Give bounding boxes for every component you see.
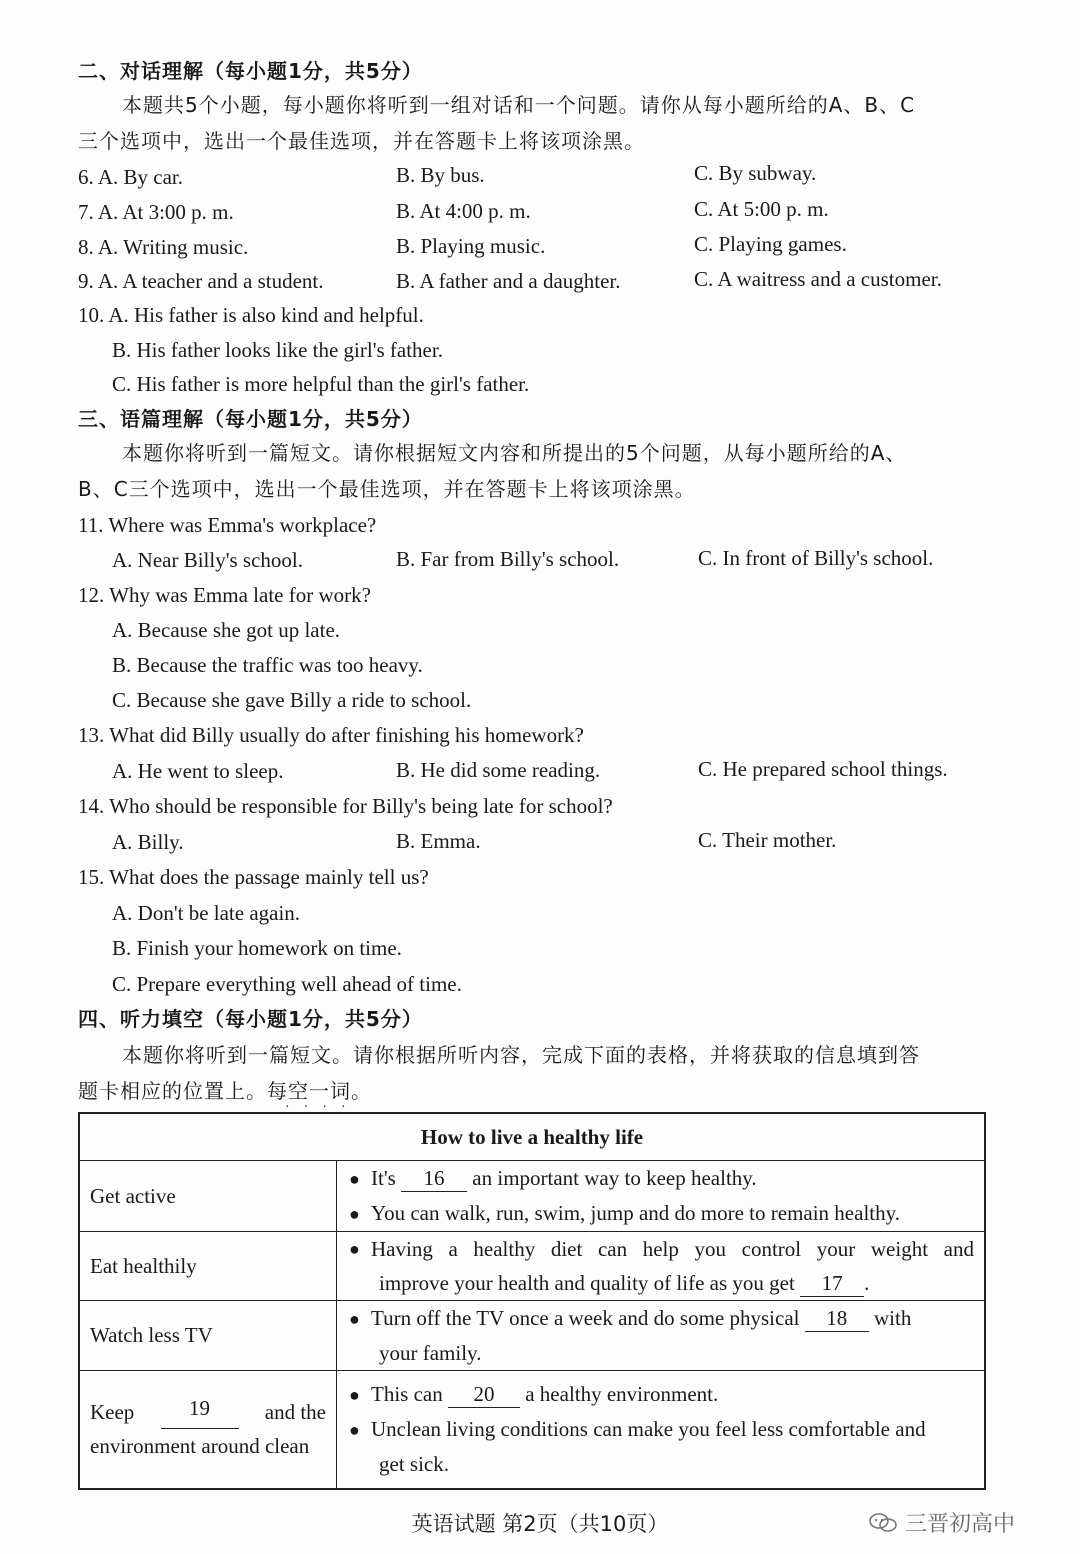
text: improve your health and quality of life as you get — [379, 1271, 795, 1295]
section-3-instruction-line2: B、C三个选项中，选出一个最佳选项，并在答题卡上将该项涂黑。 — [78, 477, 696, 501]
q13-option-c: C. He prepared school things. — [698, 757, 948, 781]
text: an important way to keep healthy. — [472, 1166, 757, 1190]
blank-16[interactable]: 16 — [401, 1165, 467, 1192]
text: It's — [371, 1166, 396, 1190]
q12-option-a: A. Because she got up late. — [112, 618, 341, 642]
q9-option-c: C. A waitress and a customer. — [694, 267, 942, 291]
healthy-life-table — [78, 1112, 986, 1490]
q6-option-a: 6. A. By car. — [78, 165, 183, 189]
q11-option-a: A. Near Billy's school. — [112, 548, 304, 572]
q14-option-a: A. Billy. — [112, 830, 184, 854]
emphasized-text: 每空一词 — [267, 1079, 351, 1103]
section-2-instruction-line2: 三个选项中，选出一个最佳选项，并在答题卡上将该项涂黑。 — [78, 129, 645, 153]
bullet-icon: ● — [349, 1204, 360, 1224]
section-3-instruction-line1: 本题你将听到一篇短文。请你根据短文内容和所提出的5个问题，从每小题所给的A、 — [122, 441, 907, 465]
q8-option-b: B. Playing music. — [396, 234, 546, 258]
q11-option-c: C. In front of Billy's school. — [698, 546, 934, 570]
instruction-end: 。 — [351, 1079, 372, 1103]
q10-option-c: C. His father is more helpful than the girl's father. — [112, 372, 530, 396]
text: and the — [264, 1400, 326, 1425]
watermark-text: 三晋初高中 — [905, 1512, 1016, 1537]
q7-option-a: 7. A. At 3:00 p. m. — [78, 200, 234, 224]
q11-question: 11. Where was Emma's workplace? — [78, 513, 377, 537]
text: with — [873, 1306, 912, 1330]
watermark — [868, 1507, 1015, 1538]
text: . — [864, 1271, 870, 1295]
q12-question: 12. Why was Emma late for work? — [78, 583, 371, 607]
row-content-watch-less-tv — [337, 1301, 986, 1371]
q15-option-c: C. Prepare everything well ahead of time. — [112, 972, 462, 996]
q6-option-c: C. By subway. — [694, 161, 817, 185]
text: your family. — [379, 1341, 482, 1365]
wechat-icon — [868, 1512, 898, 1534]
q14-option-c: C. Their mother. — [698, 828, 837, 852]
bullet-icon: ● — [349, 1169, 360, 1189]
instruction-text: 题卡相应的位置上。 — [78, 1079, 267, 1103]
q8-option-a: 8. A. Writing music. — [78, 235, 249, 259]
text: Turn off the TV once a week and do some physical — [371, 1306, 800, 1330]
q12-option-c: C. Because she gave Billy a ride to school. — [112, 688, 472, 712]
emphasis-dots: ···· — [285, 1100, 360, 1115]
text: a healthy environment. — [525, 1382, 719, 1407]
q15-question: 15. What does the passage mainly tell us? — [78, 865, 429, 889]
bullet-icon: ● — [349, 1385, 360, 1406]
q9-option-a: 9. A. A teacher and a student. — [78, 269, 324, 293]
q11-option-b: B. Far from Billy's school. — [396, 547, 620, 571]
q12-option-b: B. Because the traffic was too heavy. — [112, 653, 423, 677]
row-content-eat-healthily — [337, 1232, 986, 1301]
q15-option-b: B. Finish your homework on time. — [112, 936, 402, 960]
blank-18[interactable]: 18 — [805, 1305, 869, 1332]
bullet-icon: ● — [349, 1309, 360, 1329]
q9-option-b: B. A father and a daughter. — [396, 269, 621, 293]
table-title: How to live a healthy life — [79, 1113, 985, 1161]
q10-option-a: 10. A. His father is also kind and helpful. — [78, 303, 424, 327]
text: Unclean living conditions can make you feel less comfortable and — [371, 1417, 926, 1442]
row-label-eat-healthily: Eat healthily — [79, 1232, 337, 1301]
section-4-title: 四、听力填空（每小题1分，共5分） — [78, 1007, 423, 1031]
row-content-get-active — [337, 1161, 986, 1232]
q10-option-b: B. His father looks like the girl's father. — [112, 338, 443, 362]
text: Having a healthy diet can help you control your weight and — [371, 1237, 974, 1261]
q6-option-b: B. By bus. — [396, 163, 485, 187]
section-2-instruction-line1: 本题共5个小题，每小题你将听到一组对话和一个问题。请你从每小题所给的A、B、C — [122, 93, 916, 117]
page-footer: 英语试题 第2页（共10页） — [411, 1512, 669, 1536]
q7-option-b: B. At 4:00 p. m. — [396, 199, 531, 223]
q15-option-a: A. Don't be late again. — [112, 901, 301, 925]
q7-option-c: C. At 5:00 p. m. — [694, 197, 829, 221]
blank-17[interactable]: 17 — [800, 1270, 864, 1297]
row-label-get-active: Get active — [79, 1161, 337, 1232]
blank-20[interactable]: 20 — [448, 1381, 520, 1408]
q14-option-b: B. Emma. — [396, 829, 481, 853]
q13-option-b: B. He did some reading. — [396, 758, 601, 782]
row-content-keep-clean — [337, 1371, 986, 1489]
text: get sick. — [379, 1452, 449, 1477]
bullet-icon: ● — [349, 1420, 360, 1441]
text: This can — [371, 1382, 443, 1407]
q13-option-a: A. He went to sleep. — [112, 759, 284, 783]
section-3-title: 三、语篇理解（每小题1分，共5分） — [78, 407, 423, 431]
q13-question: 13. What did Billy usually do after finishing his homework? — [78, 723, 584, 747]
q14-question: 14. Who should be responsible for Billy's being late for school? — [78, 794, 613, 818]
bullet-icon: ● — [349, 1239, 360, 1259]
q8-option-c: C. Playing games. — [694, 232, 847, 256]
row-label-keep-clean — [79, 1371, 337, 1489]
text: Keep — [90, 1400, 135, 1425]
text: You can walk, run, swim, jump and do more to remain healthy. — [371, 1201, 900, 1225]
section-2-title: 二、对话理解（每小题1分，共5分） — [78, 59, 423, 83]
blank-19[interactable]: 19 — [161, 1395, 239, 1429]
section-4-instruction-line1: 本题你将听到一篇短文。请你根据所听内容，完成下面的表格，并将获取的信息填到答 — [122, 1043, 920, 1067]
row-label-watch-less-tv: Watch less TV — [79, 1301, 337, 1371]
text: environment around clean — [90, 1434, 310, 1459]
